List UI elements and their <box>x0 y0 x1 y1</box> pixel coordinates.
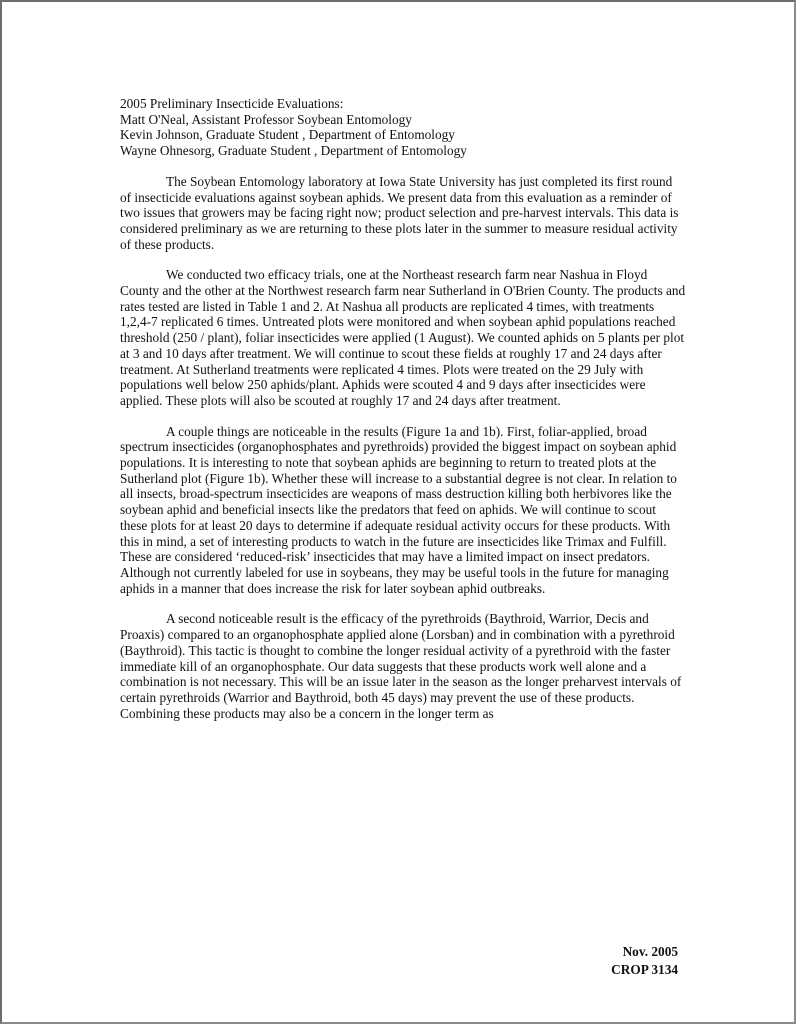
document-body <box>120 96 686 721</box>
author-line: Matt O'Neal, Assistant Professor Soybean Entomology <box>120 111 412 127</box>
paragraph-methods: We conducted two efficacy trials, one at the Northeast research farm near Nashua in Floyd County and the other at the Northwest research farm near Sutherland in O'Brien County. The products and rates tested are listed in Table 1 and 2. At Nashua all products are replicated 4 times, with treatments 1,2,4-7 replicated 6 times. Untreated plots were monitored and when soybean aphid populations reached threshold (250 / plant), foliar insecticides were applied (1 August). We counted aphids on 5 plants per plot at 3 and 10 days after treatment. We will continue to scout these fields at roughly 17 and 24 days after treatment. At Sutherland treatments were replicated 4 times. Plots were treated on the 29 July with populations well below 250 aphids/plant. Aphids were scouted 4 and 9 days after insecticides were applied. These plots will also be scouted at roughly 17 and 24 days after treatment. <box>120 267 686 408</box>
paragraph-intro: The Soybean Entomology laboratory at Iowa State University has just completed its first round of insecticide evaluations against soybean aphids. We present data from this evaluation as a reminder of two issues that growers may be facing right now; product selection and pre-harvest intervals. This data is considered preliminary as we are returning to these plots later in the summer to measure residual activity of these products. <box>120 173 679 252</box>
paragraph-results: A couple things are noticeable in the results (Figure 1a and 1b). First, foliar-applied, broad spectrum insecticides (organophosphates and pyrethroids) provided the biggest impact on soybean aphid populations. It is interesting to note that soybean aphids are beginning to return to treated plots at the Sutherland plot (Figure 1b). Whether these will increase to a substantial degree is not clear. In relation to all insects, broad-spectrum insecticides are weapons of mass destruction killing both herbivores like the soybean aphid and beneficial insects like the predators that feed on aphids. We will continue to scout these plots for at least 20 days to determine if adequate residual activity occurs for these products. With this in mind, a set of interesting products to watch in the future are insecticides like Trimax and Fulfill. These are considered ‘reduced-risk’ insecticides that may have a limited impact on insect predators. Although not currently labeled for use in soybeans, they may be useful tools in the future for managing aphids in a manner that does increase the risk for later soybean aphid outbreaks. <box>120 423 677 596</box>
document-footer <box>611 943 678 979</box>
document-header <box>120 96 686 159</box>
paragraph-pyrethroids: A second noticeable result is the efficacy of the pyrethroids (Baythroid, Warrior, Decis and Proaxis) compared to an organophosphate applied alone (Lorsban) and in combination with a pyrethroid (Baythroid). This tactic is thought to combine the longer residual activity of a pyrethroid with the faster immediate kill of an organophosphate. Our data suggests that these products work well alone and a combination is not necessary. This will be an issue later in the season as the longer preharvest intervals of certain pyrethroids (Warrior and Baythroid, both 45 days) may prevent the use of these products. Combining these products may also be a concern in the longer term as <box>120 611 682 721</box>
author-line: Wayne Ohnesorg, Graduate Student , Department of Entomology <box>120 143 467 159</box>
footer-date: Nov. 2005 <box>622 944 678 959</box>
author-line: Kevin Johnson, Graduate Student , Department of Entomology <box>120 127 455 143</box>
document-title: 2005 Preliminary Insecticide Evaluations: <box>120 96 344 111</box>
footer-code: CROP 3134 <box>611 962 678 977</box>
